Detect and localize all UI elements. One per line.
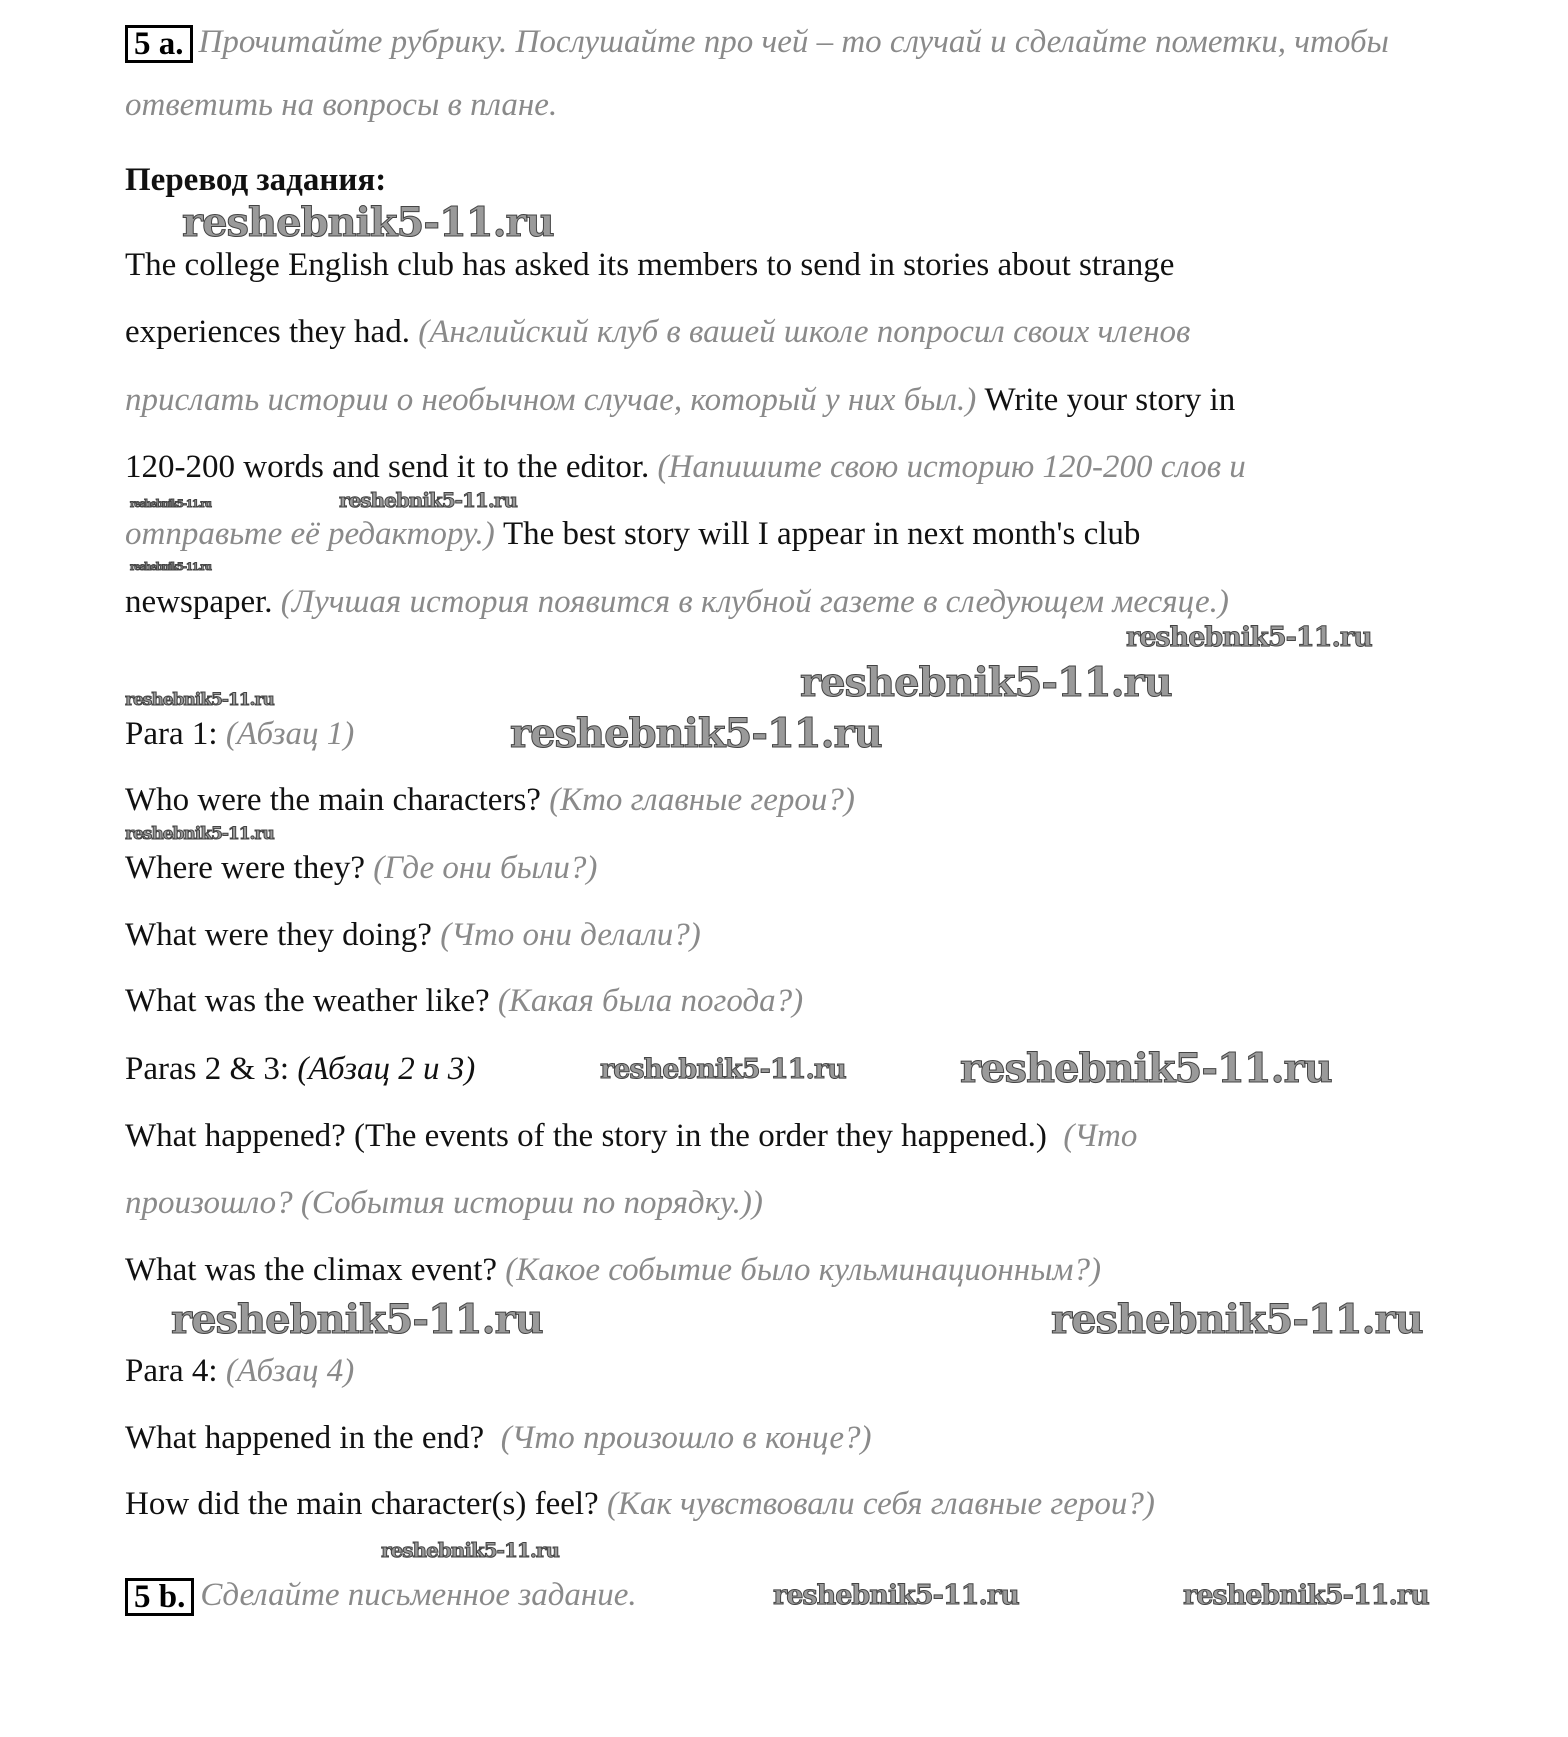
text-line [125, 848, 597, 888]
text-line [125, 780, 855, 820]
russian-translation: произошло? (События истории по порядку.)) [125, 1185, 763, 1221]
section-heading: Перевод задания: [125, 162, 387, 198]
task-5b-instruction: Сделайте письменное задание. [200, 1577, 637, 1613]
text-line [125, 312, 1190, 352]
text-line [125, 245, 1174, 285]
english-text: newspaper. [125, 584, 281, 620]
text-line [125, 915, 701, 955]
watermark: reshebnik5-11.ru [130, 562, 211, 573]
text-line [125, 1116, 1137, 1156]
watermark: reshebnik5-11.ru [800, 659, 1172, 706]
russian-translation: (Какая была погода?) [497, 983, 804, 1019]
text-line [125, 380, 1235, 420]
russian-translation: (Абзац 1) [225, 716, 355, 752]
english-text: 120-200 words and send it to the editor. [125, 449, 658, 485]
english-text: Where were they? [125, 850, 374, 886]
watermark: reshebnik5-11.ru [171, 1296, 543, 1343]
watermark: reshebnik5-11.ru [381, 1538, 559, 1562]
watermark: reshebnik5-11.ru [339, 488, 517, 512]
russian-translation: (Кто главные герои?) [549, 782, 855, 818]
russian-translation: (Напишите свою историю 120-200 слов и [657, 449, 1246, 485]
text-line [125, 1351, 354, 1391]
text-line [125, 582, 1229, 622]
text-line [125, 1484, 1155, 1524]
text-line [125, 1418, 871, 1458]
english-text: Para 1: [125, 716, 226, 752]
english-text: Paras 2 & 3: [125, 1051, 298, 1087]
text-line [125, 514, 1140, 554]
watermark: reshebnik5-11.ru [600, 1054, 846, 1085]
text-line [125, 1049, 475, 1089]
watermark: reshebnik5-11.ru [510, 710, 882, 757]
watermark: reshebnik5-11.ru [1051, 1296, 1423, 1343]
russian-translation: (Лучшая история появится в клубной газете в следующем месяце.) [280, 584, 1229, 620]
english-text: Who were the main characters? [125, 782, 550, 818]
task-5a-instruction: Прочитайте рубрику. Послушайте про чей – то случай и сделайте пометки, чтобы [198, 24, 1389, 60]
english-text: What was the weather like? [125, 983, 498, 1019]
russian-translation: (Где они были?) [373, 850, 598, 886]
russian-translation: (Что произошло в конце?) [500, 1420, 872, 1456]
watermark: reshebnik5-11.ru [130, 499, 211, 510]
russian-translation: (Как чувствовали себя главные герои?) [606, 1486, 1155, 1522]
watermark: reshebnik5-11.ru [1126, 622, 1372, 653]
task-5b-line [125, 1575, 637, 1615]
watermark: reshebnik5-11.ru [125, 690, 274, 710]
english-text: What was the climax event? [125, 1252, 506, 1288]
russian-translation: отправьте её редактору.) [125, 516, 495, 552]
english-text: Para 4: [125, 1353, 226, 1389]
english-text: How did the main character(s) feel? [125, 1486, 607, 1522]
task-5a-instruction-cont: ответить на вопросы в плане. [125, 87, 558, 123]
russian-translation: (Абзац 4) [225, 1353, 355, 1389]
russian-translation: (Какое событие было кульминационным?) [505, 1252, 1101, 1288]
english-text: The college English club has asked its members to send in stories about strange [125, 247, 1175, 283]
text-line [125, 1183, 763, 1223]
task-5b-label: 5 b. [125, 1578, 194, 1616]
english-text: What were they doing? [125, 917, 441, 953]
watermark: reshebnik5-11.ru [960, 1045, 1332, 1092]
task-5a-line-1 [125, 22, 1389, 62]
watermark: reshebnik5-11.ru [125, 824, 274, 844]
text-line [125, 447, 1246, 487]
text-line [125, 981, 803, 1021]
english-text: What happened in the end? [125, 1420, 501, 1456]
watermark: reshebnik5-11.ru [773, 1580, 1019, 1611]
english-text: Write your story in [976, 382, 1236, 418]
task-5a-label: 5 a. [125, 25, 193, 63]
russian-translation: прислать истории о необычном случае, который у них был.) [125, 382, 977, 418]
russian-translation: (Английский клуб в вашей школе попросил своих членов [418, 314, 1191, 350]
text-line [125, 714, 354, 754]
russian-translation: (Что [1063, 1118, 1138, 1154]
watermark: reshebnik5-11.ru [1183, 1580, 1429, 1611]
english-text: What happened? (The events of the story in the order they happened.) [125, 1118, 1064, 1154]
watermark: reshebnik5-11.ru [182, 199, 554, 246]
english-text: The best story will I appear in next month's club [494, 516, 1141, 552]
task-5a-line-2 [125, 85, 557, 125]
english-text: experiences they had. [125, 314, 419, 350]
text-line [125, 1250, 1101, 1290]
russian-translation: (Что они делали?) [440, 917, 701, 953]
russian-translation: (Абзац 2 и 3) [297, 1051, 476, 1087]
